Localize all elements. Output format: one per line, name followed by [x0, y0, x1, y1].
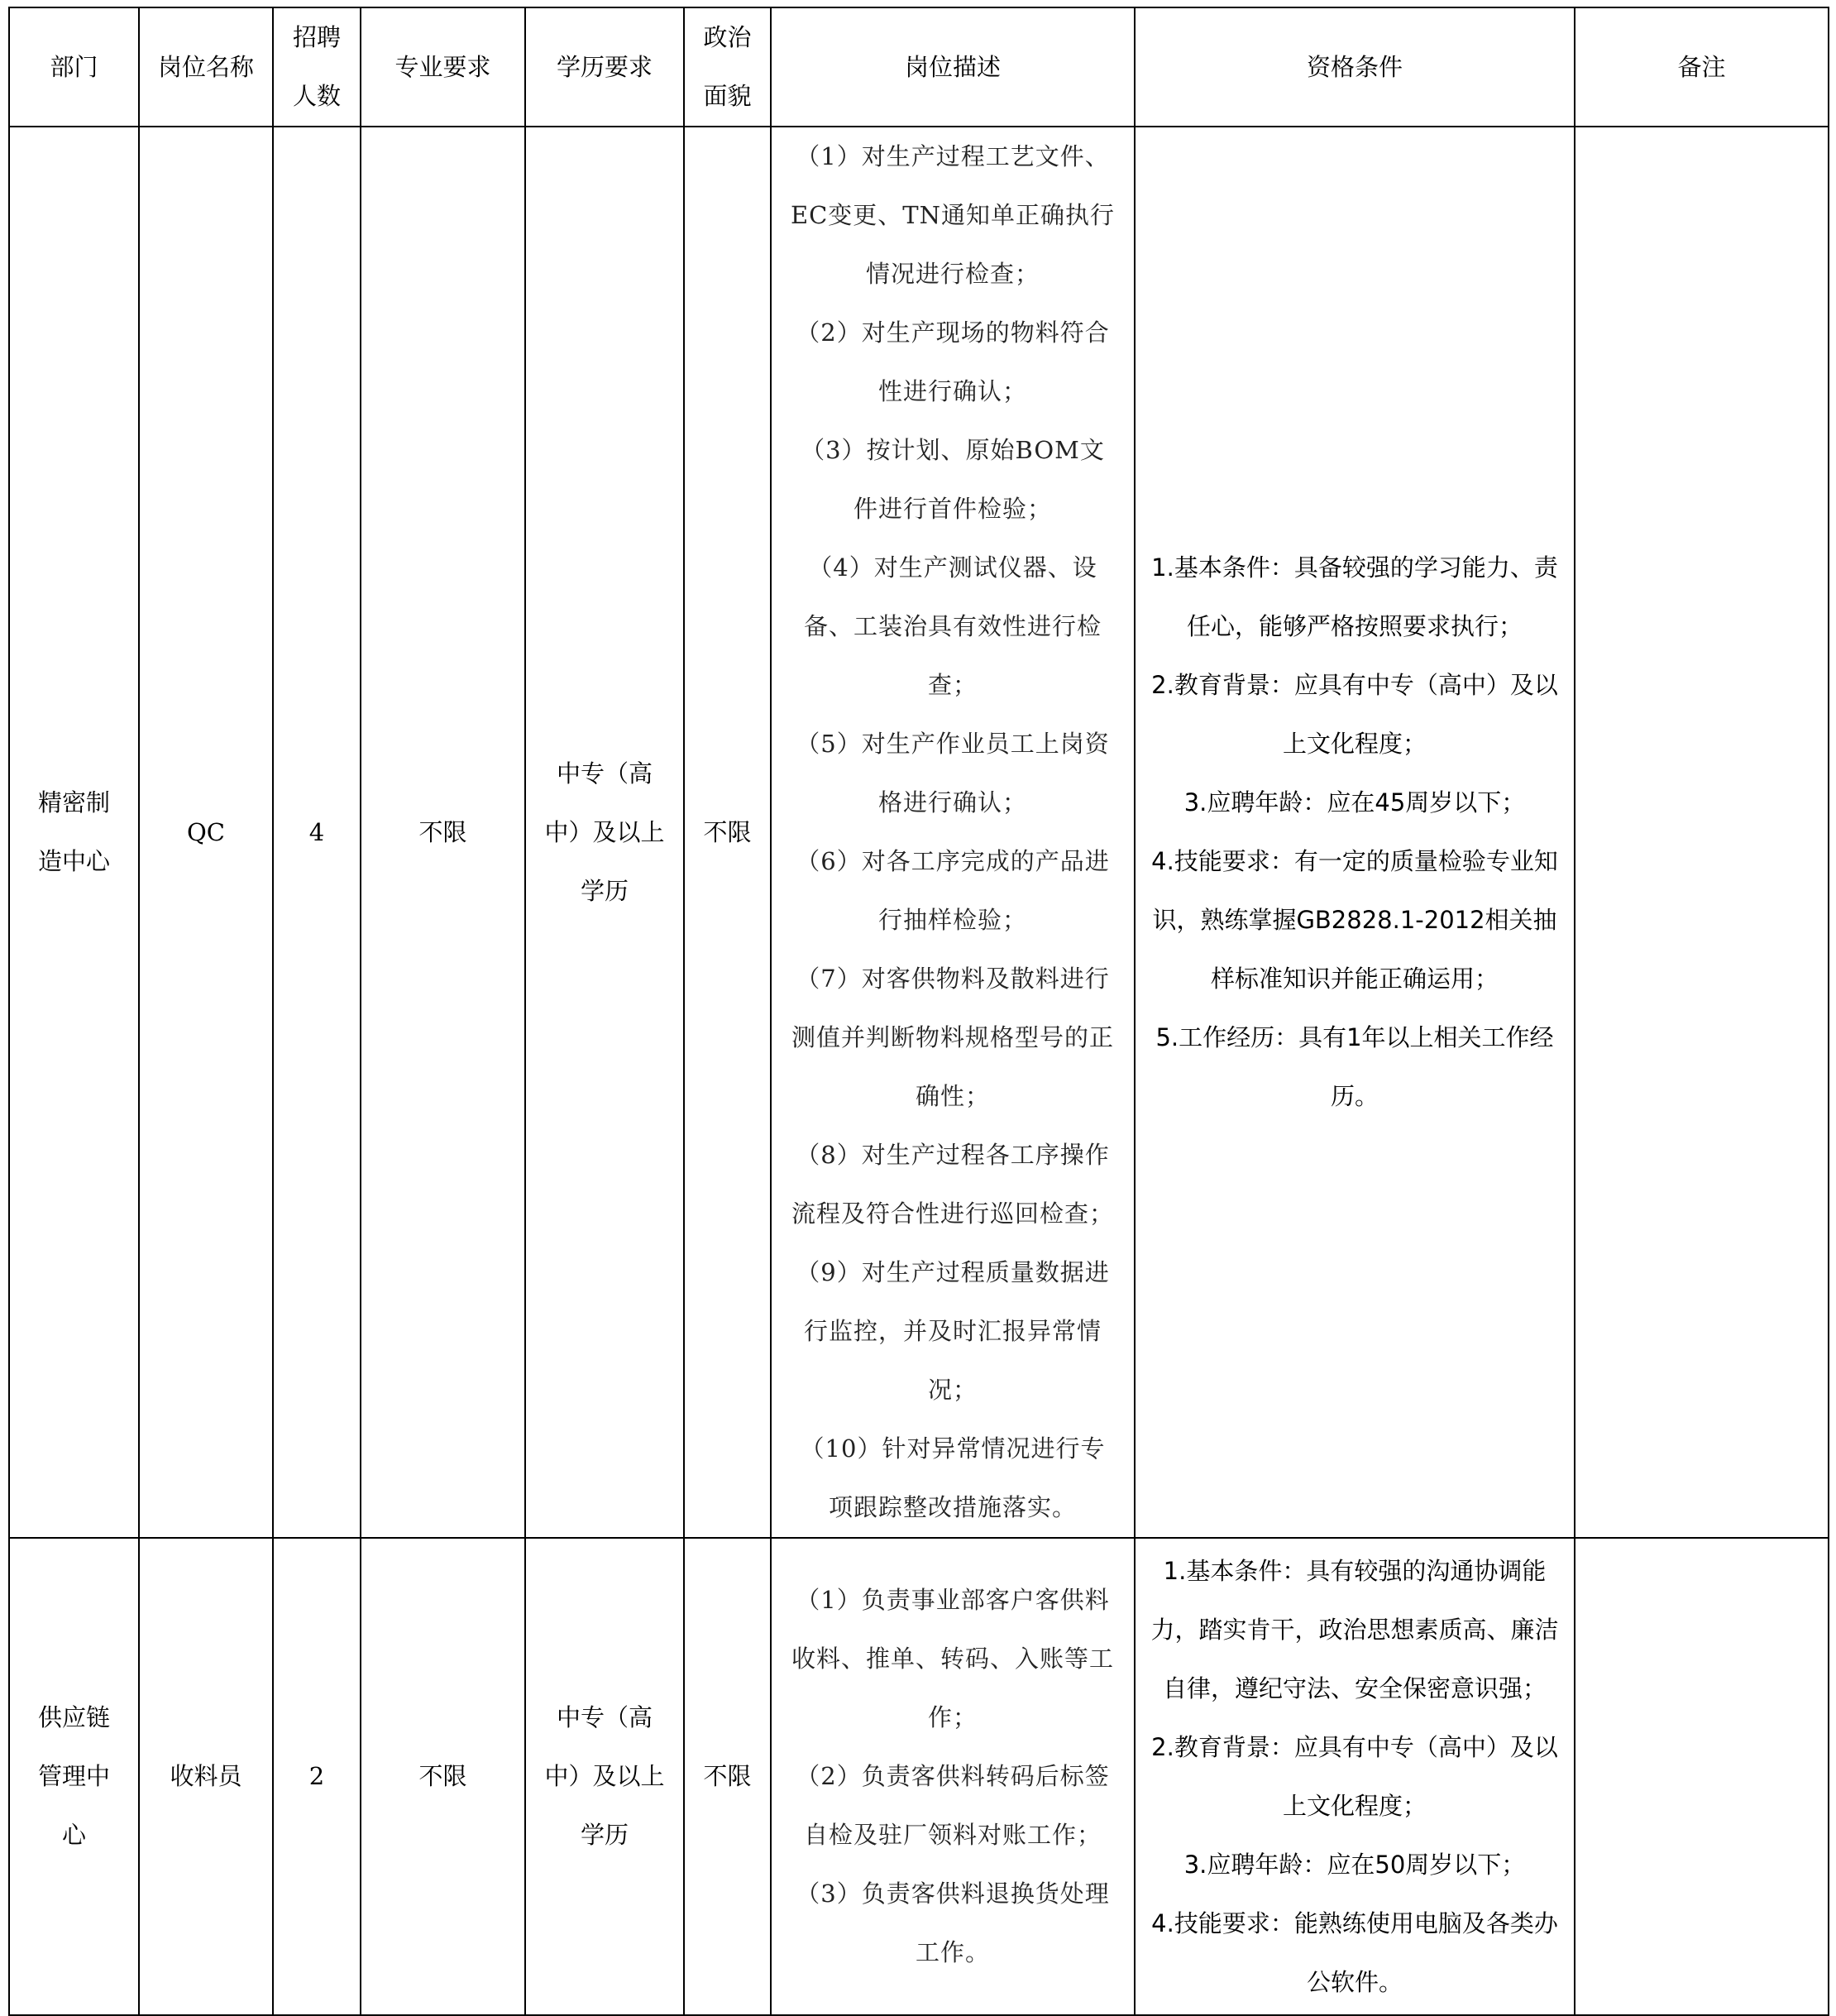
header-political: 政治面貌 [684, 7, 771, 127]
description-item: （1）对生产过程工艺文件、EC变更、TN通知单正确执行情况进行检查； [790, 142, 1116, 288]
cell-dept: 精密制造中心 [9, 127, 139, 1538]
table-row [9, 1538, 1829, 2015]
cell-political: 不限 [684, 127, 771, 1538]
header-education: 学历要求 [525, 7, 684, 127]
cell-dept: 供应链管理中心 [9, 1538, 139, 2015]
header-description: 岗位描述 [771, 7, 1135, 127]
cell-major: 不限 [361, 127, 525, 1538]
description-item: （6）对各工序完成的产品进行抽样检验； [796, 847, 1110, 934]
cell-qualification [1135, 127, 1575, 1538]
cell-description [771, 127, 1135, 1538]
cell-position: QC [139, 127, 273, 1538]
description-item: （10）针对异常情况进行专项跟踪整改措施落实。 [800, 1434, 1106, 1521]
header-row [9, 7, 1829, 127]
cell-major: 不限 [361, 1538, 525, 2015]
cell-description [771, 1538, 1135, 2015]
header-qualification: 资格条件 [1135, 7, 1575, 127]
cell-education: 中专（高中）及以上学历 [525, 127, 684, 1538]
qualification-item: 2.教育背景：应具有中专（高中）及以上文化程度； [1151, 1732, 1558, 1820]
qualification-item: 2.教育背景：应具有中专（高中）及以上文化程度； [1151, 671, 1558, 758]
qualification-item: 3.应聘年龄：应在45周岁以下； [1183, 788, 1526, 816]
table-row [9, 127, 1829, 1538]
description-item: （2）对生产现场的物料符合性进行确认； [796, 318, 1110, 405]
header-remarks: 备注 [1575, 7, 1829, 127]
cell-position: 收料员 [139, 1538, 273, 2015]
cell-education: 中专（高中）及以上学历 [525, 1538, 684, 2015]
cell-qualification [1135, 1538, 1575, 2015]
description-item: （5）对生产作业员工上岗资格进行确认； [796, 730, 1110, 816]
header-dept: 部门 [9, 7, 139, 127]
description-item: （7）对客供物料及散料进行测值并判断物料规格型号的正确性； [791, 965, 1114, 1110]
recruitment-table [8, 7, 1829, 2016]
cell-remarks [1575, 1538, 1829, 2015]
qualification-item: 4.技能要求：有一定的质量检验专业知识，熟练掌握GB2828.1-2012相关抽样标准知识并能正确运用； [1151, 847, 1558, 993]
qualification-item: 1.基本条件：具有较强的沟通协调能力，踏实肯干，政治思想素质高、廉洁自律，遵纪守法、安全保密意识强； [1150, 1556, 1559, 1702]
qualification-item: 4.技能要求：能熟练使用电脑及各类办公软件。 [1151, 1908, 1558, 1996]
description-item: （1）负责事业部客户客供料收料、推单、转码、入账等工作； [791, 1586, 1114, 1731]
description-item: （3）按计划、原始BOM文件进行首件检验； [801, 436, 1105, 523]
qualification-item: 3.应聘年龄：应在50周岁以下； [1183, 1850, 1526, 1879]
description-item: （9）对生产过程质量数据进行监控，并及时汇报异常情况； [796, 1258, 1110, 1404]
header-major: 专业要求 [361, 7, 525, 127]
recruitment-table-container [8, 7, 1828, 1996]
description-item: （2）负责客供料转码后标签自检及驻厂领料对账工作； [796, 1762, 1110, 1849]
description-item: （8）对生产过程各工序操作流程及符合性进行巡回检查； [791, 1141, 1114, 1228]
description-item: （3）负责客供料退换货处理工作。 [796, 1880, 1110, 1966]
cell-political: 不限 [684, 1538, 771, 2015]
header-position: 岗位名称 [139, 7, 273, 127]
qualification-item: 5.工作经历：具有1年以上相关工作经历。 [1155, 1023, 1554, 1110]
cell-count: 2 [273, 1538, 361, 2015]
qualification-item: 1.基本条件：具备较强的学习能力、责任心，能够严格按照要求执行； [1151, 553, 1558, 640]
description-item: （4）对生产测试仪器、设备、工装治具有效性进行检查； [803, 553, 1102, 699]
cell-remarks [1575, 127, 1829, 1538]
cell-count: 4 [273, 127, 361, 1538]
header-count: 招聘人数 [273, 7, 361, 127]
